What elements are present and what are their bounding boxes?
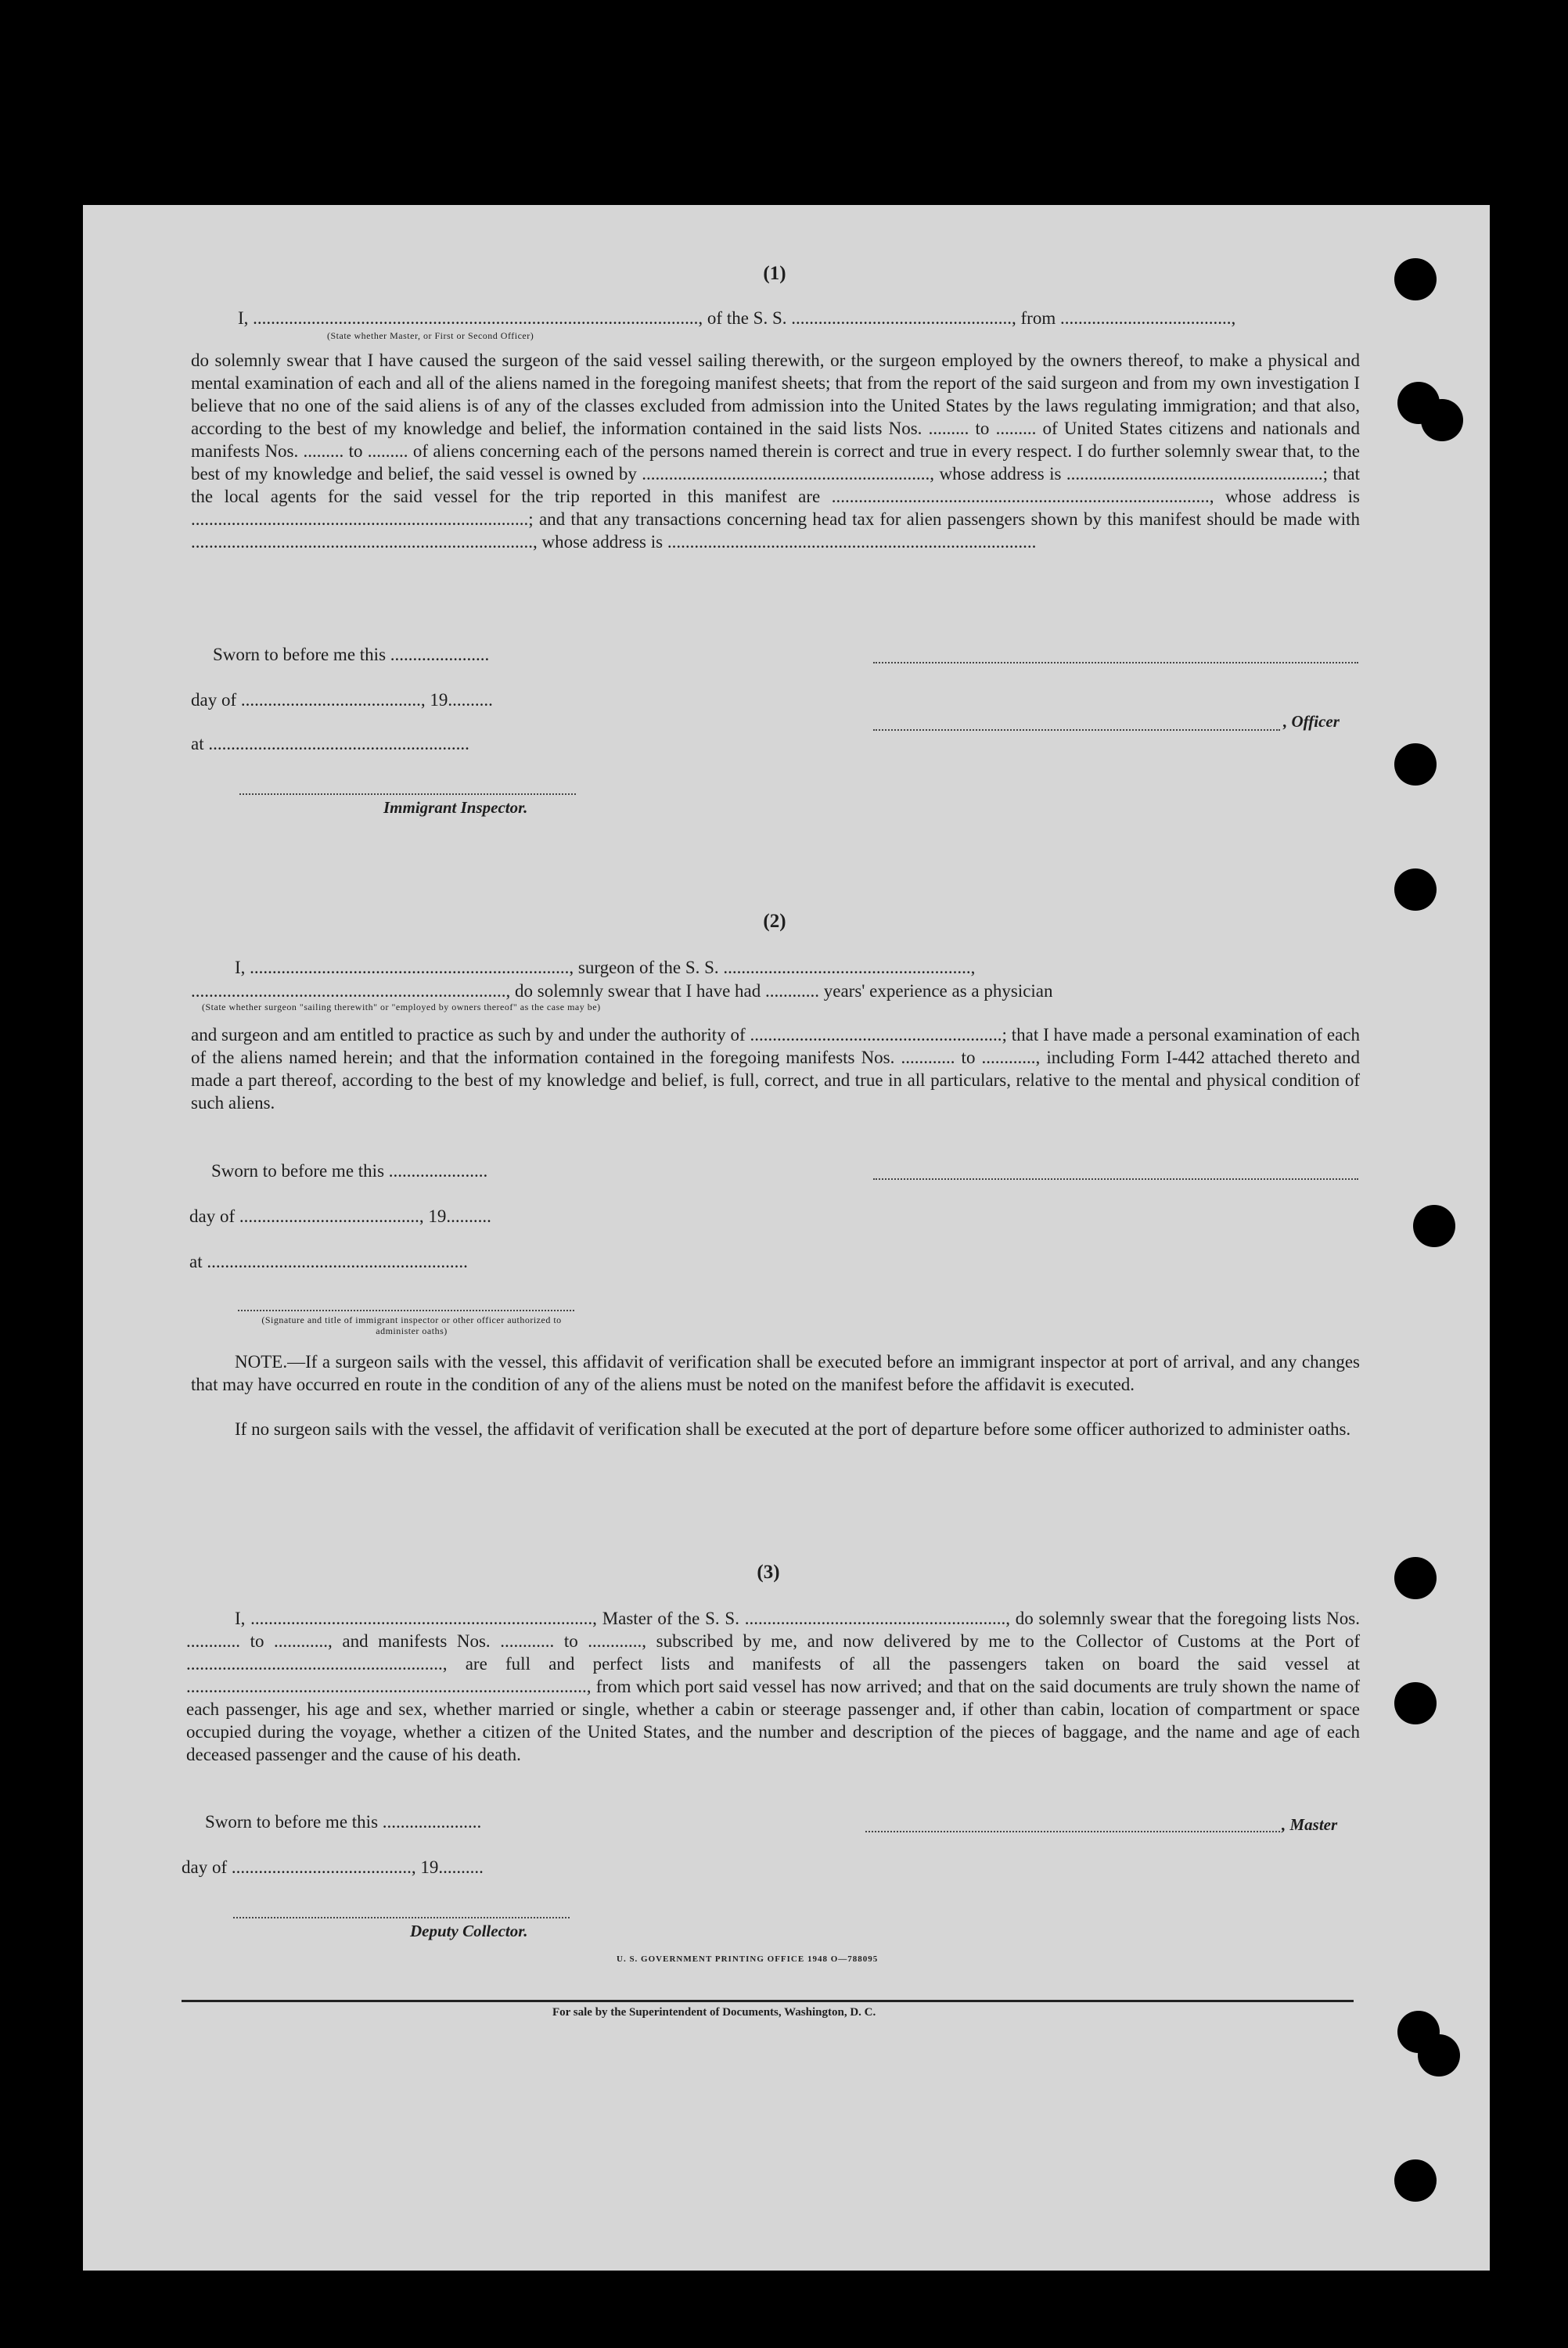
deputy-collector-label: Deputy Collector. xyxy=(410,1922,528,1940)
master-label: , Master xyxy=(1282,1815,1338,1834)
section-2-second-line: ......................................................................, do solemnly swear that I have had ............ years' experience as a physician xyxy=(191,981,1053,1001)
sworn-line-1: Sworn to before me this ...................... xyxy=(213,645,490,664)
at-line-2: at .......................................................... xyxy=(189,1252,468,1271)
sworn-line-2: Sworn to before me this ...................... xyxy=(211,1161,488,1181)
section-2-number: (2) xyxy=(763,911,786,932)
at-line-1: at .......................................................... xyxy=(191,734,469,753)
day-line-3: day of ........................................, 19.......... xyxy=(182,1857,484,1877)
day-line-2: day of ........................................, 19.......... xyxy=(189,1206,491,1226)
officer-line xyxy=(873,729,1280,731)
punch-hole xyxy=(1394,743,1437,786)
officer-note: (State whether Master, or First or Second Officer) xyxy=(327,330,534,341)
surgeon-signature-line xyxy=(873,1178,1358,1180)
officer-signature-line xyxy=(873,662,1358,663)
inspector-signature-line-2 xyxy=(238,1310,574,1311)
master-signature-line xyxy=(865,1831,1280,1832)
punch-hole xyxy=(1421,399,1463,441)
sworn-line-3: Sworn to before me this ...................... xyxy=(205,1812,482,1832)
printing-office-imprint: U. S. GOVERNMENT PRINTING OFFICE 1948 O—788095 xyxy=(617,1954,879,1964)
section-1-body: do solemnly swear that I have caused the surgeon of the said vessel sailing therewith, or the surgeon employed by the owners thereof, to make a physical and mental examination of each and all of the aliens named in the foregoing manifest sheets; that from the report of the said surgeon and from my own investigation I believe that no one of the said aliens is of any of the classes excluded from admission into the United States by the laws regulating immigration; and that also, according to the best of my knowledge and belief, the information contained in the said lists Nos. ......... to ......... of United States citizens and nationals and manifests Nos. ......... to ......... of aliens concerning each of the persons named therein is correct and true in every respect. I do further solemnly swear that, to the best of my knowledge and belief, the said vessel is owned by ................................................................, whose address is .........................................................; that the local agents for the said vessel for the trip reported in this manifest are ...................................................................................., whose address is ...........................................................................; and that any transactions concerning head tax for alien passengers shown by this manifest should be made with ............................................................................, whose address is .................................................................................. xyxy=(191,351,1360,552)
punch-hole xyxy=(1394,1682,1437,1724)
signature-note: (Signature and title of immigrant inspector or other officer authorized to administer oaths) xyxy=(261,1314,562,1336)
punch-hole xyxy=(1418,2034,1460,2077)
section-2-first-line: I, ......................................................................., surgeon of the S. S. ......................................................., xyxy=(235,958,976,977)
section-3-number: (3) xyxy=(757,1562,780,1583)
deputy-signature-line xyxy=(233,1917,570,1918)
inspector-signature-line xyxy=(239,793,576,795)
footer-rule xyxy=(182,2000,1354,2002)
punch-hole xyxy=(1394,1557,1437,1599)
punch-hole xyxy=(1394,258,1437,300)
punch-hole xyxy=(1413,1205,1455,1247)
punch-hole xyxy=(1394,2159,1437,2202)
section-1-first-line: I, ..................................................................................................., of the S. S. ................................................., from ......................................, xyxy=(238,308,1236,328)
sale-notice: For sale by the Superintendent of Documents, Washington, D. C. xyxy=(552,2006,876,2019)
note-paragraph-2: If no surgeon sails with the vessel, the affidavit of verification shall be executed at the port of departure before some officer authorized to administer oaths. xyxy=(235,1419,1351,1439)
punch-hole xyxy=(1394,868,1437,911)
immigrant-inspector-label: Immigrant Inspector. xyxy=(383,798,528,817)
surgeon-note: (State whether surgeon "sailing therewith" or "employed by owners thereof" as the case may be) xyxy=(202,1001,601,1012)
section-3-body: I, ............................................................................, Master of the S. S. .........................................................., do solemnly swear that the foregoing lists Nos. ............ to ............, and manifests Nos. ............ to ............, subscribed by me, and now delivered by me to the Collector of Customs at the Port of ........................................................., are full and perfect lists and manifests of all the passengers taken on board the said vessel at ........................................................................................., from which port said vessel has now arrived; and that on the said documents are truly shown the name of each passenger, his age and sex, whether married or single, whether a cabin or steerage passenger and, if other than cabin, location of compartment or space occupied during the voyage, whether a citizen of the United States, and the number and description of the pieces of baggage, and the name and age of each deceased passenger and the cause of his death. xyxy=(186,1609,1360,1764)
note-paragraph-1: NOTE.—If a surgeon sails with the vessel, this affidavit of verification shall be executed before an immigrant inspector at port of arrival, and any changes that may have occurred en route in the condition of any of the aliens must be noted on the manifest before the affidavit is executed. xyxy=(191,1352,1360,1394)
day-line-1: day of ........................................, 19.......... xyxy=(191,690,493,710)
officer-label: , Officer xyxy=(1283,712,1340,731)
section-1-number: (1) xyxy=(763,263,786,284)
section-2-body: and surgeon and am entitled to practice as such by and under the authority of ........................................................; that I have made a personal examination of each of the aliens named herein; and that the information contained in the foregoing manifests Nos. ............ to ............, including Form I-442 attached thereto and made a part thereof, according to the best of my knowledge and belief, is full, correct, and true in all particulars, relative to the mental and physical condition of such aliens. xyxy=(191,1025,1360,1113)
